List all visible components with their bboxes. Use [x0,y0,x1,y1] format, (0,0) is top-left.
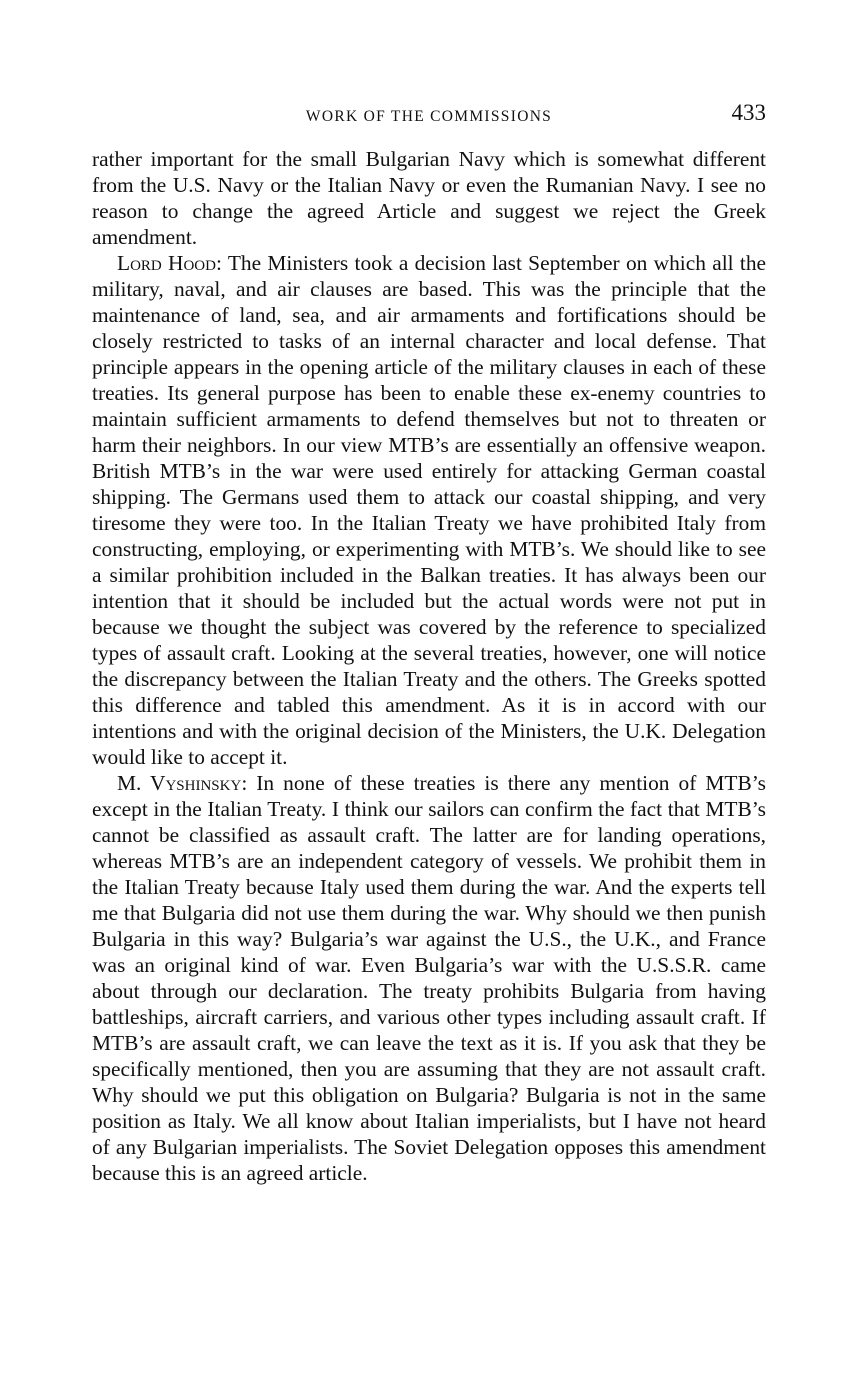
page-number: 433 [731,100,766,125]
paragraph-text: The Ministers took a decision last September on which all the military, naval, and air clauses are based. This was the principle that the maintenance of land, sea, and air armaments and fortifications should be closely restricted to tasks of an internal character and local defense. That principle appears in the opening article of the military clauses in each of these treaties. Its general purpose has been to enable these ex-enemy countries to maintain sufficient armaments to defend themselves but not to threaten or harm their neighbors. In our view MTB’s are essentially an offensive weapon. British MTB’s in the war were used entirely for attacking German coastal shipping. The Germans used them to attack our coastal shipping, and very tiresome they were too. In the Italian Treaty we have prohibited Italy from constructing, employing, or experimenting with MTB’s. We should like to see a similar prohibition included in the Balkan treaties. It has always been our intention that it should be included but the actual words were not put in because we thought the subject was covered by the reference to specialized types of assault craft. Looking at the several treaties, however, one will notice the discrepancy between the Italian Treaty and the others. The Greeks spotted this difference and tabled this amendment. As it is in accord with our intentions and with the original decision of the Ministers, the U.K. Delegation would like to accept it. [92,251,767,769]
paragraph-continuation [92,146,766,250]
paragraph-text: rather important for the small Bulgarian Navy which is somewhat different from the U.S. Navy or the Italian Navy or even the Rumanian Navy. I see no reason to change the agreed Article and suggest we reject the Greek amendment. [92,147,766,249]
body-text [92,146,766,1186]
speaker-separator: : [241,771,248,795]
running-head [92,100,766,130]
paragraph-lord-hood [92,250,766,770]
paragraph-text: In none of these treaties is there any mention of MTB’s except in the Italian Treaty. I think our sailors can confirm the fact that MTB’s cannot be classified as assault craft. The latter are for landing operations, whereas MTB’s are an independent category of vessels. We prohibit them in the Italian Treaty because Italy used them during the war. And the experts tell me that Bulgaria did not use them during the war. Why should we then punish Bulgaria in this way? Bulgaria’s war against the U.S., the U.K., and France was an original kind of war. Even Bulgaria’s war with the U.S.S.R. came about through our declaration. The treaty prohibits Bulgaria from having battleships, aircraft carriers, and various other types including assault craft. If MTB’s are assault craft, we can leave the text as it is. If you ask that they be specifically mentioned, then you are assuming that they are not assault craft. Why should we put this obligation on Bulgaria? Bulgaria is not in the same position as Italy. We all know about Italian imperialists, but I have not heard of any Bulgarian imperialists. The Soviet Delegation opposes this amendment because this is an agreed article. [92,771,766,1185]
running-title: WORK OF THE COMMISSIONS [305,108,553,125]
speaker-separator: : [215,251,222,275]
speaker-name: M. Vyshinsky [117,771,242,795]
paragraph-vyshinsky [92,770,766,1186]
speaker-name: Lord Hood [117,251,216,275]
